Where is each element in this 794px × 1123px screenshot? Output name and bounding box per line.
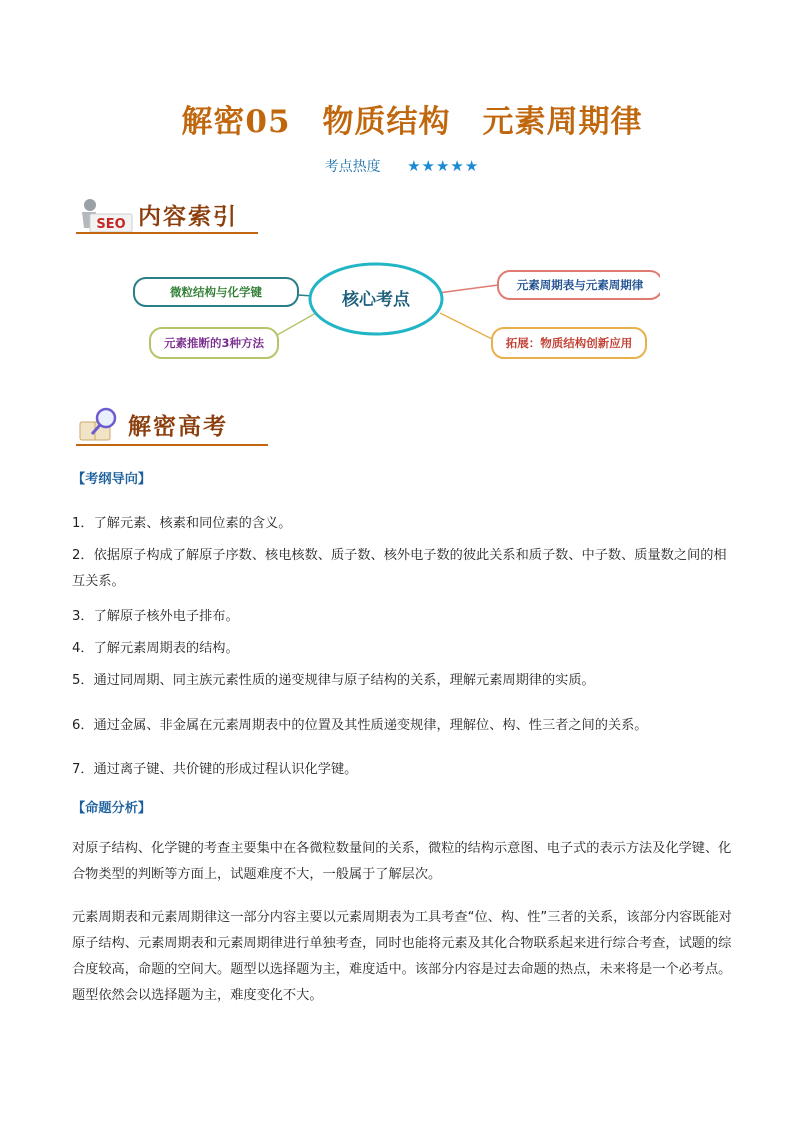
section-divider xyxy=(76,232,258,234)
section-exam-label: 解密高考 xyxy=(128,413,228,440)
outline-item: 4．了解元素周期表的结构。 xyxy=(72,641,239,656)
outline-item: 2．依据原子构成了解原子序数、核电核数、质子数、核外电子数的彼此关系和质子数、中子数、质量数之间的相互关系。 xyxy=(72,548,727,589)
seo-text: SEO xyxy=(96,217,126,232)
page-title: 解密05 物质结构 元素周期律 xyxy=(181,104,643,140)
section-index-header xyxy=(76,196,266,236)
outline-item: 7．通过离子键、共价键的形成过程认识化学键。 xyxy=(72,762,358,777)
seo-person-icon xyxy=(76,196,136,236)
outline-item: 6．通过金属、非金属在元素周期表中的位置及其性质递变规律，理解位、构、性三者之间的关系。 xyxy=(72,718,648,733)
node-right-bottom-label: 拓展：物质结构创新应用 xyxy=(505,336,633,350)
heat-rating xyxy=(0,156,794,176)
section-divider xyxy=(76,444,268,446)
star-rating-icon: ★★★★★ xyxy=(407,157,480,175)
mind-map xyxy=(120,255,660,375)
heat-label: 考点热度 xyxy=(324,159,381,175)
analysis-paragraph: 对原子结构、化学键的考查主要集中在各微粒数量间的关系，微粒的结构示意图、电子式的表示方法及化学键、化合物类型的判断等方面上，试题难度不大，一般属于了解层次。 xyxy=(72,841,732,882)
analysis-tag: 【命题分析】 xyxy=(72,801,152,816)
section-exam-header xyxy=(76,404,276,444)
section-index-label: 内容索引 xyxy=(138,204,238,230)
node-left-bottom-label: 元素推断的3种方法 xyxy=(163,336,265,350)
analysis-paragraph: 元素周期表和元素周期律这一部分内容主要以元素周期表为工具考查“位、构、性”三者的关系，该部分内容既能对原子结构、元素周期表和元素周期律进行单独考查，同时也能将元素及其化合物联系起来进行综合考查，试题的综合度较高，命题的空间大。题型以选择题为主，难度适中。该部分内容是过去命题的热点，未来将是一个必考点。题型依然会以选择题为主，难度变化不大。 xyxy=(72,910,732,1003)
outline-item: 1．了解元素、核素和同位素的含义。 xyxy=(72,516,292,531)
node-right-top-label: 元素周期表与元素周期律 xyxy=(516,278,644,292)
magnifier-book-icon xyxy=(76,404,128,444)
outline-item: 5．通过同周期、同主族元素性质的递变规律与原子结构的关系，理解元素周期律的实质。 xyxy=(72,673,595,688)
center-node-label: 核心考点 xyxy=(342,290,410,310)
outline-tag: 【考纲导向】 xyxy=(72,472,152,487)
node-left-top-label: 微粒结构与化学键 xyxy=(170,285,262,299)
outline-item: 3．了解原子核外电子排布。 xyxy=(72,609,239,624)
